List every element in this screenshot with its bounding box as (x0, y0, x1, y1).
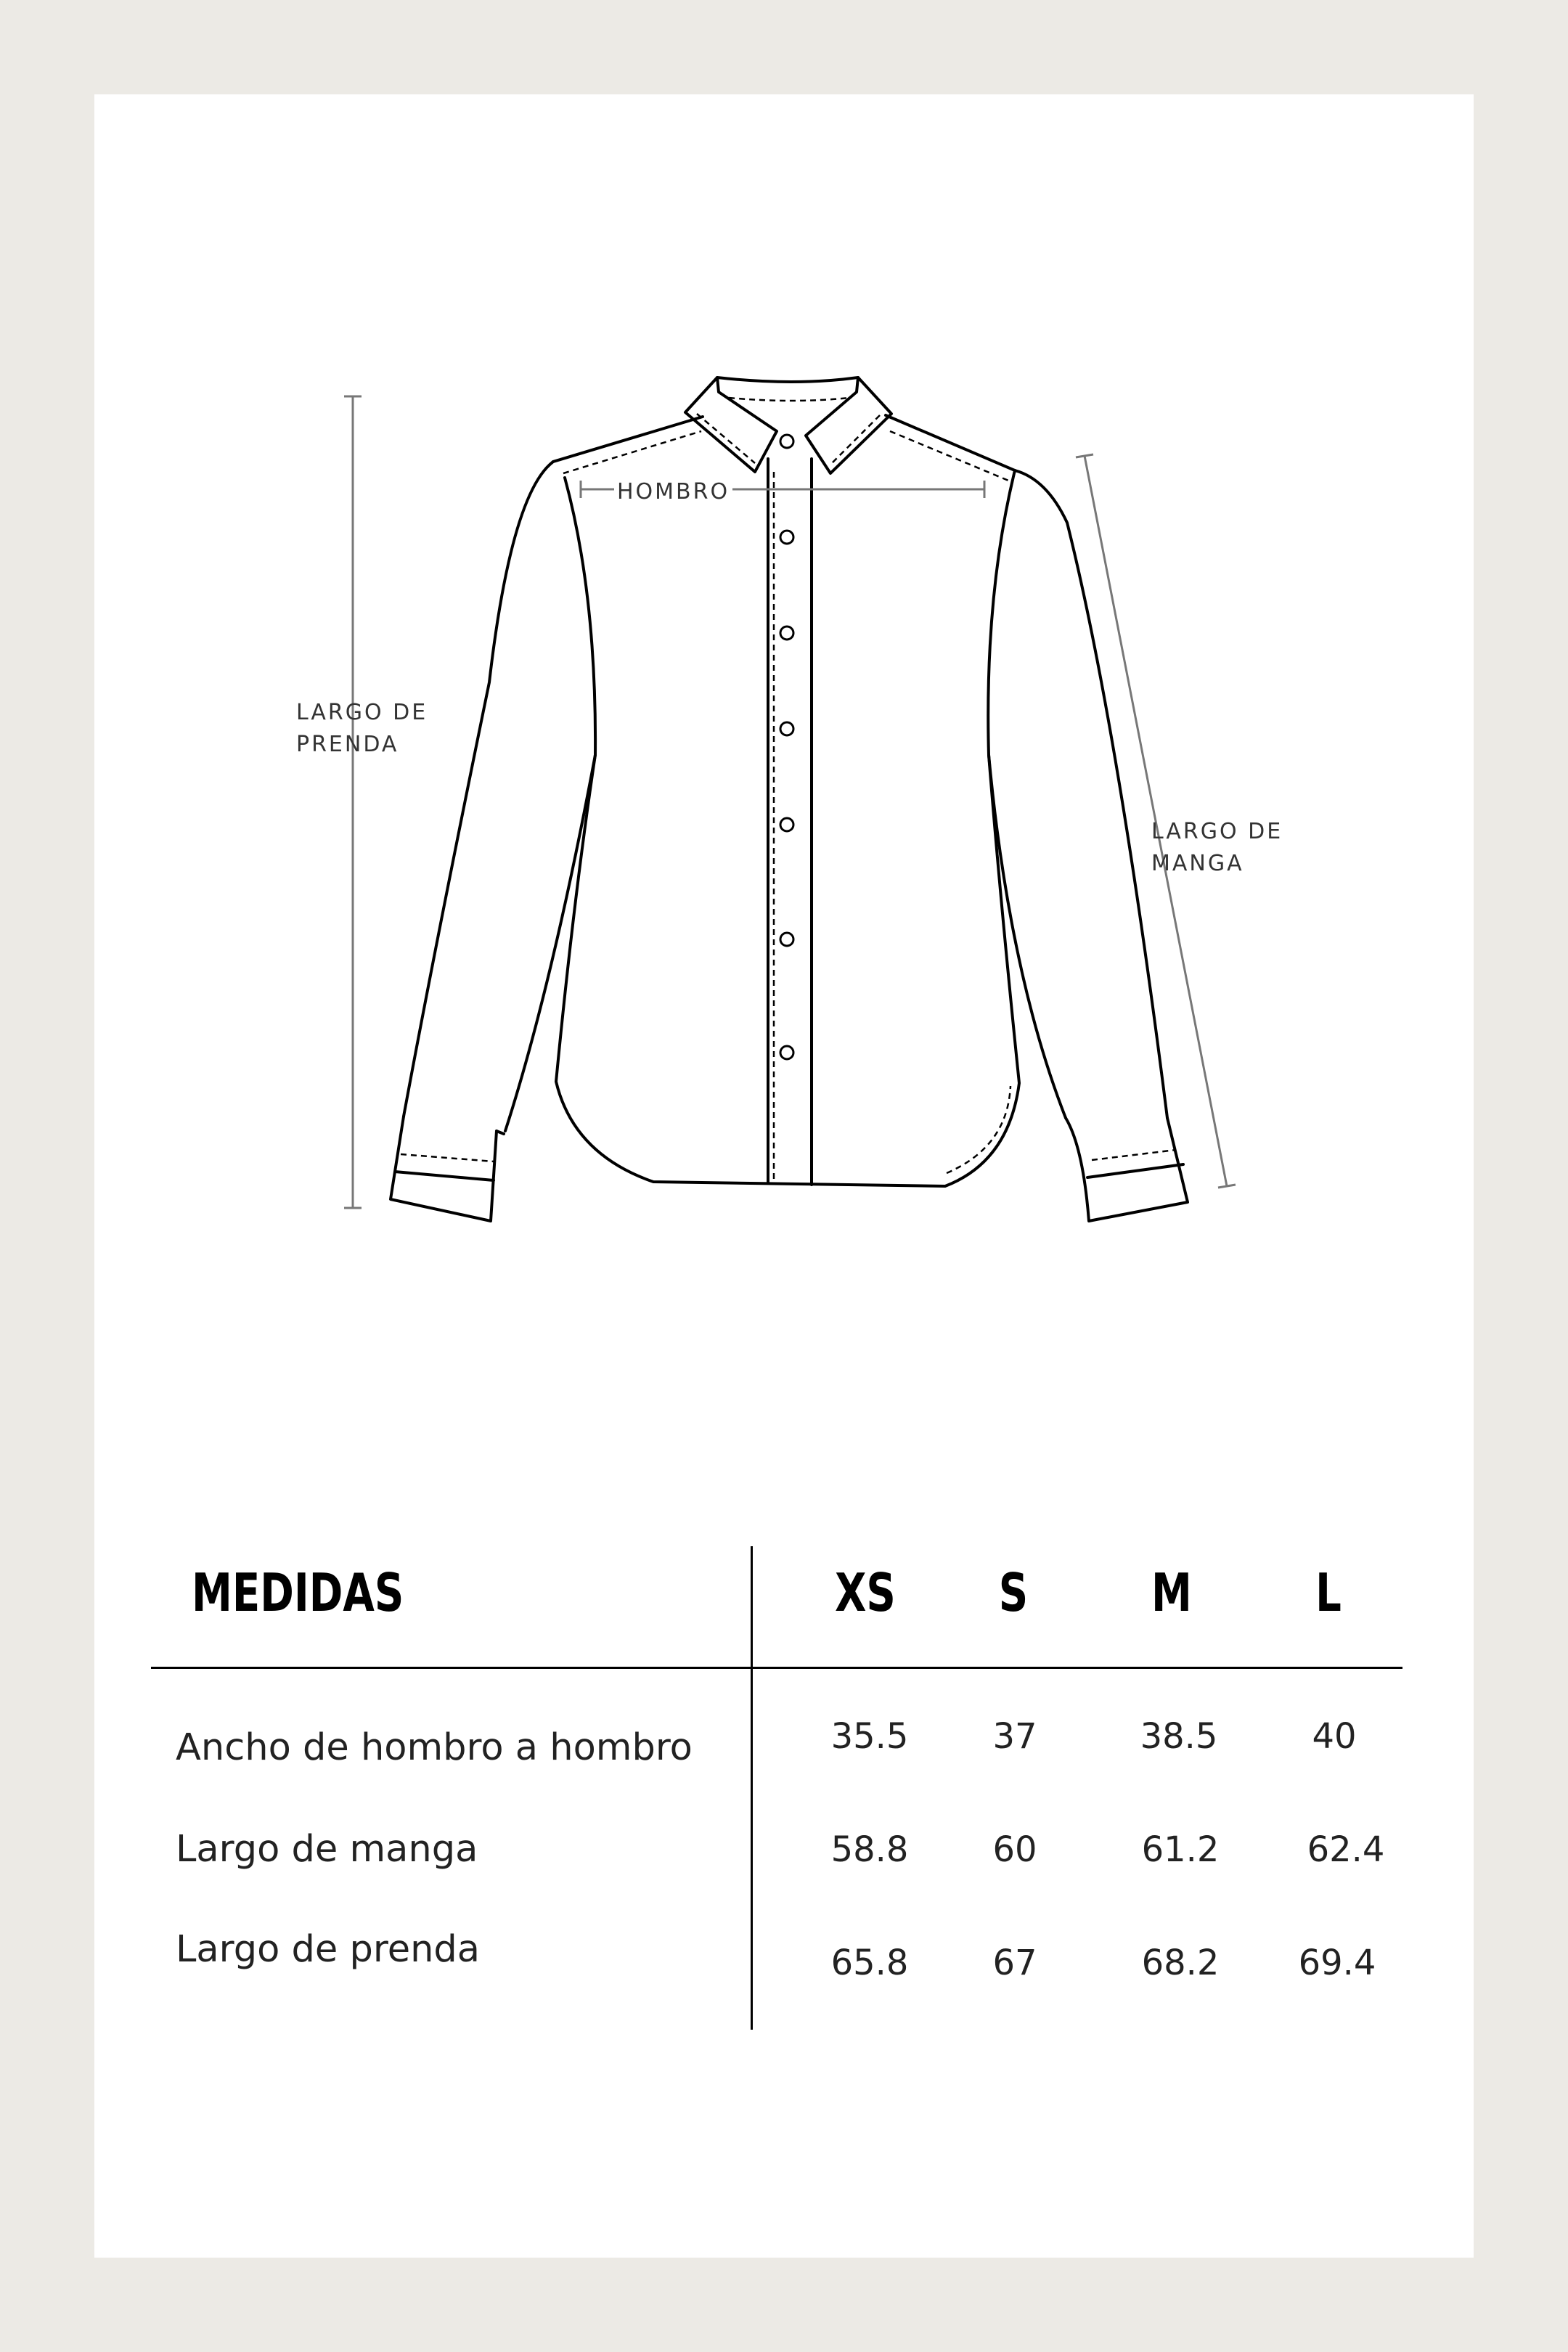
shirt-button-1 (780, 435, 793, 448)
shirt-button-5 (780, 818, 793, 831)
row-label-ancho-hombro: Ancho de hombro a hombro (176, 1726, 693, 1769)
left-sleeve-inner (505, 755, 595, 1131)
largo-prenda-label-line-1: LARGO DE (296, 700, 428, 725)
right-cuff-seam (1087, 1164, 1183, 1177)
largo-manga-label-line-1: LARGO DE (1151, 819, 1283, 844)
size-header-xs: XS (835, 1562, 896, 1623)
right-sleeve-outline (1015, 470, 1167, 1118)
shoulder-line-left (553, 417, 703, 462)
left-cuff (391, 1116, 497, 1221)
cell-largo-manga-xs: 58.8 (830, 1829, 909, 1870)
shirt-button-6 (780, 933, 793, 946)
cell-ancho-hombro-xs: 35.5 (830, 1716, 909, 1757)
table-header-rule (151, 1667, 1402, 1669)
right-cuff (1066, 1118, 1188, 1221)
cell-largo-prenda-s: 67 (992, 1943, 1037, 1983)
cell-largo-manga-l: 62.4 (1307, 1829, 1385, 1870)
shirt-button-3 (780, 626, 793, 640)
shirt-button-4 (780, 722, 793, 735)
cell-largo-prenda-m: 68.2 (1141, 1943, 1220, 1983)
left-sleeve-outline (404, 462, 553, 1116)
collar-left-stitch (697, 414, 755, 463)
shirt-button-7 (780, 1046, 793, 1059)
hem-stitch (947, 1086, 1010, 1173)
size-header-l: L (1315, 1562, 1342, 1623)
cell-largo-manga-s: 60 (992, 1829, 1037, 1870)
right-sleeve-inner (989, 755, 1066, 1118)
cell-largo-manga-m: 61.2 (1141, 1829, 1220, 1870)
cell-ancho-hombro-s: 37 (992, 1716, 1037, 1757)
cell-largo-prenda-l: 69.4 (1298, 1943, 1376, 1983)
size-header-m: M (1151, 1562, 1192, 1623)
largo-prenda-label-line-2: PRENDA (296, 732, 399, 757)
collar-left (685, 377, 777, 472)
row-label-largo-manga: Largo de manga (176, 1828, 478, 1871)
cell-ancho-hombro-m: 38.5 (1140, 1716, 1218, 1757)
right-cuff-stitch (1092, 1150, 1176, 1160)
cell-ancho-hombro-l: 40 (1312, 1716, 1357, 1757)
collar-band-stitch (729, 398, 849, 401)
row-label-largo-prenda: Largo de prenda (176, 1928, 481, 1971)
largo-manga-label (1151, 816, 1283, 880)
size-header-s: S (998, 1562, 1029, 1623)
left-cuff-stitch (401, 1154, 494, 1161)
table-column-divider (751, 1546, 753, 2030)
collar-right-stitch (830, 415, 880, 465)
table-title: MEDIDAS (192, 1562, 404, 1623)
shirt-button-2 (780, 531, 793, 544)
largo-manga-label-line-2: MANGA (1151, 851, 1244, 876)
largo-prenda-dimension-line (344, 396, 362, 1208)
largo-prenda-label (296, 697, 428, 761)
cell-largo-prenda-xs: 65.8 (830, 1943, 909, 1983)
shoulder-line-right (886, 415, 1015, 470)
collar-right (806, 377, 891, 473)
right-shoulder-stitch (890, 431, 1012, 482)
hombro-label: HOMBRO (614, 476, 732, 508)
left-cuff-seam (395, 1172, 494, 1180)
collar-band (717, 377, 858, 382)
